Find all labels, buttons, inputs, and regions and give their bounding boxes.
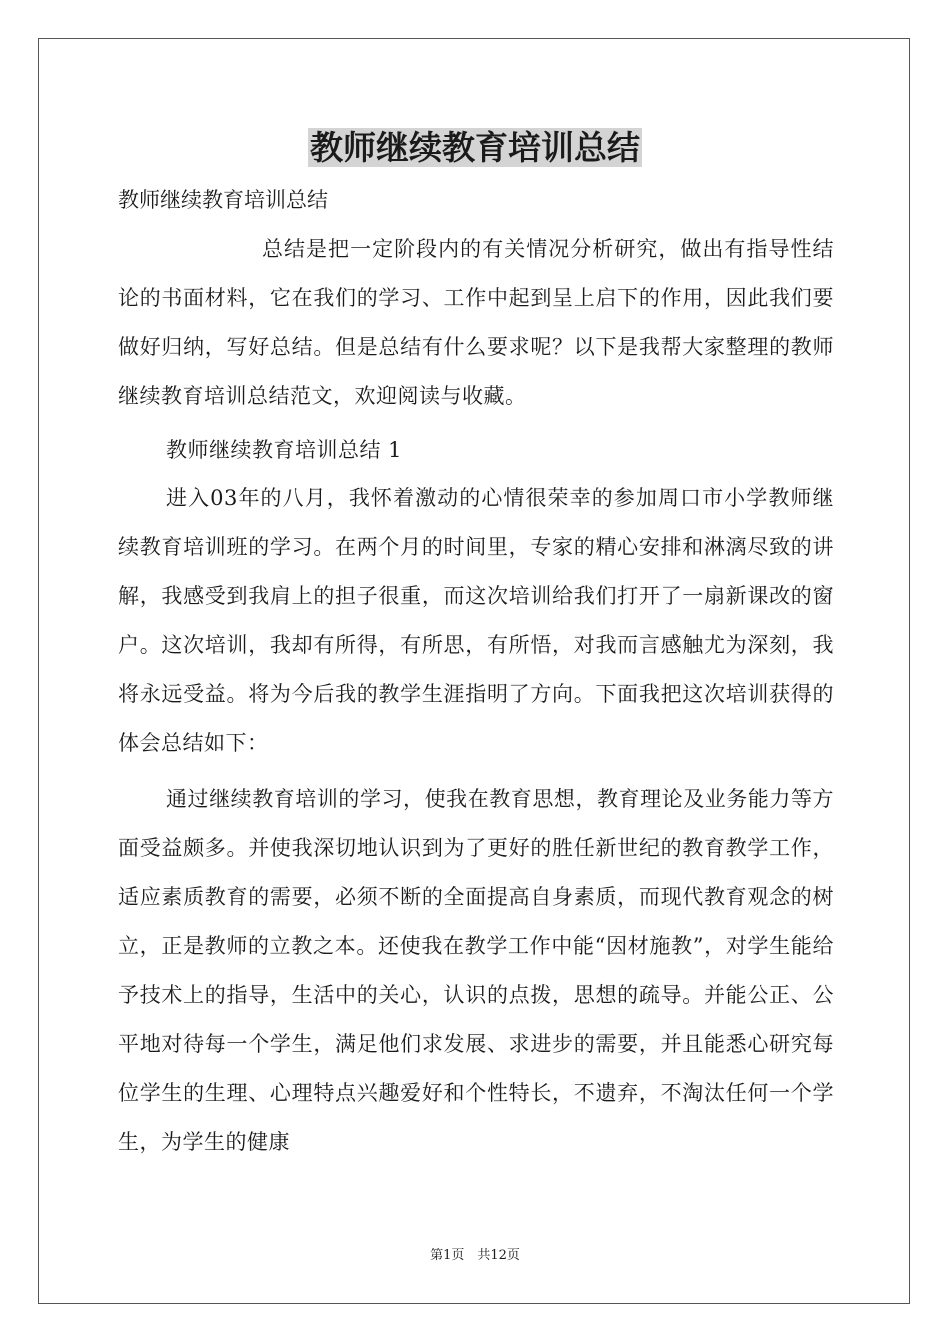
page-footer: 第1页 共12页 [430, 1248, 520, 1263]
section-heading: 教师继续教育培训总结 1 [166, 438, 403, 462]
body-paragraph-2: 通过继续教育培训的学习，使我在教育思想，教育理论及业务能力等方面受益颇多。并使我深切地认识到为了更好的胜任新世纪的教育教学工作，适应素质教育的需要，必须不断的全面提高自身素质，而现代教育观念的树立，正是教师的立教之本。还使我在教学工作中能“因材施教”，对学生能给予技术上的指导，生活中的关心，认识的点拨，思想的疏导。并能公正、公平地对待每一个学生，满足他们求发展、求进步的需要，并且能悉心研究每位学生的生理、心理特点兴趣爱好和个性特长，不遗弃，不淘汰任何一个学生，为学生的健康 [118, 787, 834, 1154]
document-title [0, 124, 950, 172]
document-title-text: 教师继续教育培训总结 [310, 128, 640, 167]
body-paragraph-1: 进入03年的八月，我怀着激动的心情很荣幸的参加周口市小学教师继续教育培训班的学习。在两个月的时间里，专家的精心安排和淋漓尽致的讲解，我感受到我肩上的担子很重，而这次培训给我们打开了一扇新课改的窗户。这次培训，我却有所得，有所思，有所悟，对我而言感触尤为深刻，我将永远受益。将为今后我的教学生涯指明了方向。下面我把这次培训获得的体会总结如下： [118, 486, 834, 755]
intro-paragraph: 总结是把一定阶段内的有关情况分析研究，做出有指导性结论的书面材料，它在我们的学习、工作中起到呈上启下的作用，因此我们要做好归纳，写好总结。但是总结有什么要求呢？以下是我帮大家整理的教师继续教育培训总结范文，欢迎阅读与收藏。 [118, 237, 834, 408]
document-subtitle: 教师继续教育培训总结 [118, 188, 328, 212]
